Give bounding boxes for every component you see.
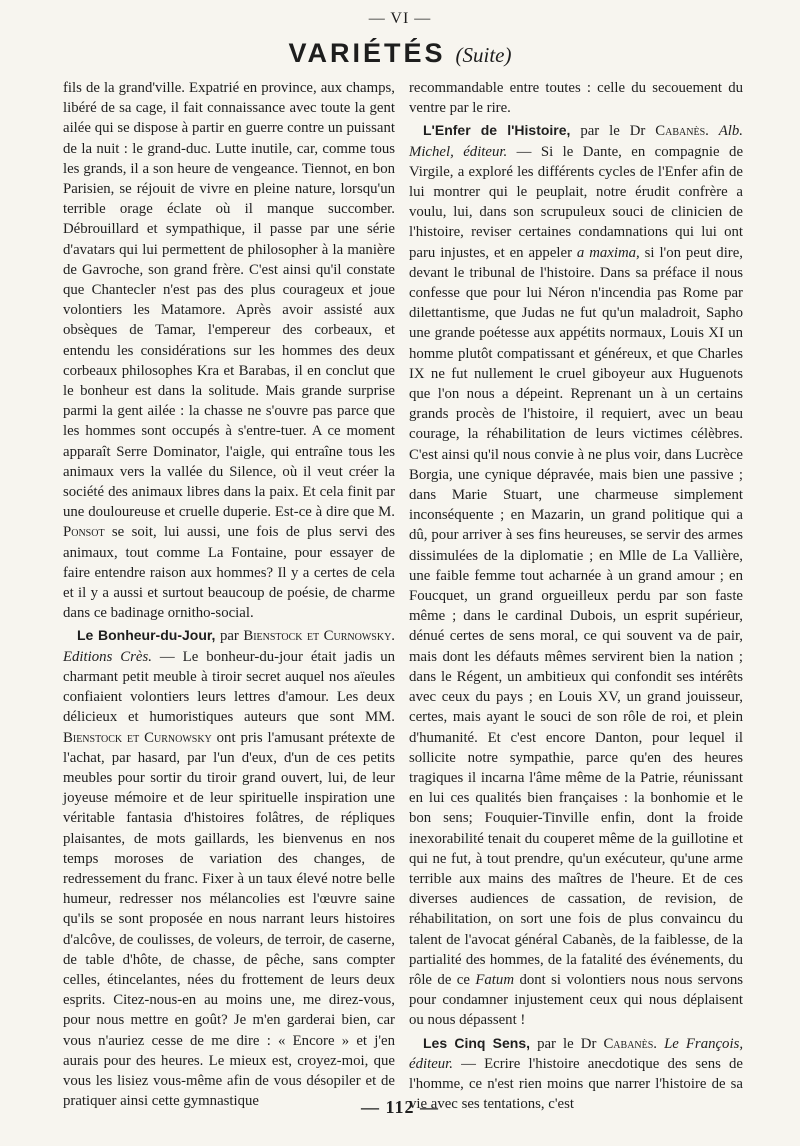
review-cinq-sens: Les Cinq Sens, par le Dr Cabanès. Le François, éditeur. — Ecrire l'histoire anecdotique des sens de l'homme, ce n'est rien moins que narrer l'histoire de sa vie avec ses tentations, c'est xyxy=(409,1034,744,1113)
review-enfer-histoire: L'Enfer de l'Histoire, par le Dr Cabanès. Alb. Michel, éditeur. — Si le Dante, en compagnie de Virgile, a exploré les différents cycles de l'Enfer afin de lui montrer qui le peuplait, notre érudit confrère a voulu, lui, dans son scrupuleux souci de clinicien de l'histoire, reviser certaines condamnations qui lui ont paru injustes, et en appeler a maxima, si l'on peut dire, devant le tribunal de l'histoire. Dans sa préface il nous confesse que pour lui Néron n'incendia pas Rome par dilettantisme, que Judas ne fut qu'un maladroit, Sapho une grande poétesse aux appétits normaux, Louis XI un homme plutôt compatissant et généreux, et que Charles IX ne fut nullement le cruel giboyeur aux Huguenots que l'on nous a dépeint. Reprenant un à un certains grands procès de l'histoire, il requiert, avec un beau courage, la réhabilitation de leurs victimes célèbres. C'est ainsi qu'il nous convie à ne plus voir, dans Lucrèce Borgia, une cynique dépravée, mais bien une passive ; dans Marie Stuart, une charmeuse simplement inconséquente ; en Mazarin, un grand politique qui a dû, pour arriver à ses fins heureuses, se servir des armes dissimulées de la diplomatie ; en Mlle de La Vallière, une faible femme tout acharnée à un grand amour ; en Foucquet, un grand orgueilleux perdu par son faste même ; dans le cardinal Dubois, un esprit supérieur, dénué certes de sens moral, ce qui souvent va de pair, mais dont les défauts mêmes servirent bien la nation ; dans le Régent, un ambitieux qui confondit ses intérêts avec ceux du pays ; en Louis XV, un grand jouisseur, certes, mais ayant le souci de son rôle de roi, et plein d'humanité. Et c'est encore Danton, pour lequel il sollicite notre sympathie, parce qu'en des heures tragiques il incarna l'âme même de la Patrie, réunissant en lui ces qualités bien françaises : la bonhomie et le bon sens; Fouquier-Tinville enfin, dont la froide inexorabilité tenait du couperet même de la guillotine et qui ne fut, à tout prendre, qu'un exécuteur, qu'une arme terrible aux mains des maîtres de l'heure. Et de ces diverses audiences de cassation, de revision, de réhabilitation, on sort une fois de plus convaincu du talent de l'avocat général Cabanès, de la faiblesse, de la partialité des hommes, de la fatalité des événements, du rôle de ce Fatum dont si volontiers nous nous servons pour condamner injustement ceux qui nous déplaisent ou nous dépassent ! xyxy=(409,122,744,1029)
author-name: Ponsot xyxy=(63,524,105,541)
left-column xyxy=(63,78,395,1111)
book-publisher: Le François, éditeur. xyxy=(409,1035,744,1072)
book-author: Cabanès. xyxy=(603,1035,658,1052)
book-title: Les Cinq Sens, xyxy=(423,1034,531,1051)
review-paragraph-continued: fils de la grand'ville. Expatrié en province, aux champs, libéré de sa cage, il fait connaissance avec toute la gent ailée qui se dispose à partir en guerre contre un puissant de la nuit : le grand-duc. Lutte inutile, car, comme tous les grands, il a son heure de vengeance. Tiennot, en bon Parisien, se réjouit de vivre en pleine nature, lorsqu'un terrible orage éclate où il manque succomber. Débrouillard et sympathique, il passe par une série d'avatars qui lui permettent de philosopher à la manière de Gavroche, son grand frère. C'est ainsi qu'il constate que Chantecler n'est pas des plus courageux et joue volontiers les Matamore. Après avoir assisté aux obsèques de Tamar, l'empereur des corbeaux, et entendu les considérations sur les hommes des deux corbeaux philosophes Kra et Barabas, il en conclut que le bonheur est dans la solitude. Mais grande surprise parmi la gent ailée : la chasse ne s'ouvre pas parce que les hommes sont occupés à s'entre-tuer. A ce moment apparaît Serre Dominator, l'aigle, qui entraîne tous les animaux vers la vallée du Silence, où il veut créer la société des animaux libres dans la paix. Et cela finit par une douloureuse et cruelle duperie. Est-ce à dire que M. Ponsot se soit, lui aussi, une fois de plus servi des animaux, tout comme La Fontaine, pour essayer de faire entendre raison aux hommes? Il y a certes de cela et il y a aussi et surtout beaucoup de poésie, de charme dans ce badinage ornitho-social. xyxy=(63,80,395,622)
review-bonheur-du-jour: Le Bonheur-du-Jour, par Bienstock et Curnowsky. Editions Crès. — Le bonheur-du-jour était jadis un charmant petit meuble à tiroir secret auquel nos aïeules confiaient volontiers leurs lettres d'amour. Les deux délicieux et humoristiques auteurs que sont MM. Bienstock et Curnowsky ont pris l'amusant prétexte de l'achat, par hasard, par l'un d'eux, d'un de ces petits meubles pour sortir du tiroir grand ouvert, lui, de leur joyeuse mémoire et de leur spirituelle inspiration une véritable fantasia d'histoires folâtres, de répliques plaisantes, de mots gaillards, les bienvenus en nos temps moroses de variation des changes, de redressement du franc. Fixer à un taux élevé notre belle humeur, redresser nos mélancolies est l'œuvre saine qu'ils se sont proposée en nous narrant leurs histoires d'alcôve, de coulisses, de voleurs, de terroir, de caserne, de table d'hôte, de chasse, de pêche, sans compter celles, étincelantes, nées du frottement de leurs deux esprits. Citez-nous-en au moins une, me direz-vous, pour nous mettre en goût? Je m'en garderai bien, car vous n'auriez cesse de me dire : « Encore » et j'en aurais pour des heures. Le mieux est, croyez-moi, que vous les lisiez vous-même afin de vous désopiler et de pratiquer ainsi cette gymnastique xyxy=(63,627,395,1110)
book-authors: Bienstock et Curnowsky. xyxy=(243,628,395,645)
book-publisher: Editions Crès. xyxy=(63,648,152,665)
section-title: VARIÉTÉS xyxy=(288,38,446,68)
right-column xyxy=(409,78,743,1114)
section-header xyxy=(0,38,800,69)
book-author: Cabanès. xyxy=(655,123,709,140)
book-title: Le Bonheur-du-Jour, xyxy=(77,627,216,644)
section-subtitle: (Suite) xyxy=(455,43,512,67)
book-title: L'Enfer de l'Histoire, xyxy=(423,122,571,139)
page-number: — 112 — xyxy=(360,1097,439,1117)
page-header: — VI — xyxy=(368,10,432,27)
review-paragraph-end: recommandable entre toutes : celle du secouement du ventre par le rire. xyxy=(409,80,743,117)
author-names: Bienstock et Curnowsky xyxy=(63,729,212,746)
book-publisher: Alb. Michel, éditeur. xyxy=(409,123,743,160)
